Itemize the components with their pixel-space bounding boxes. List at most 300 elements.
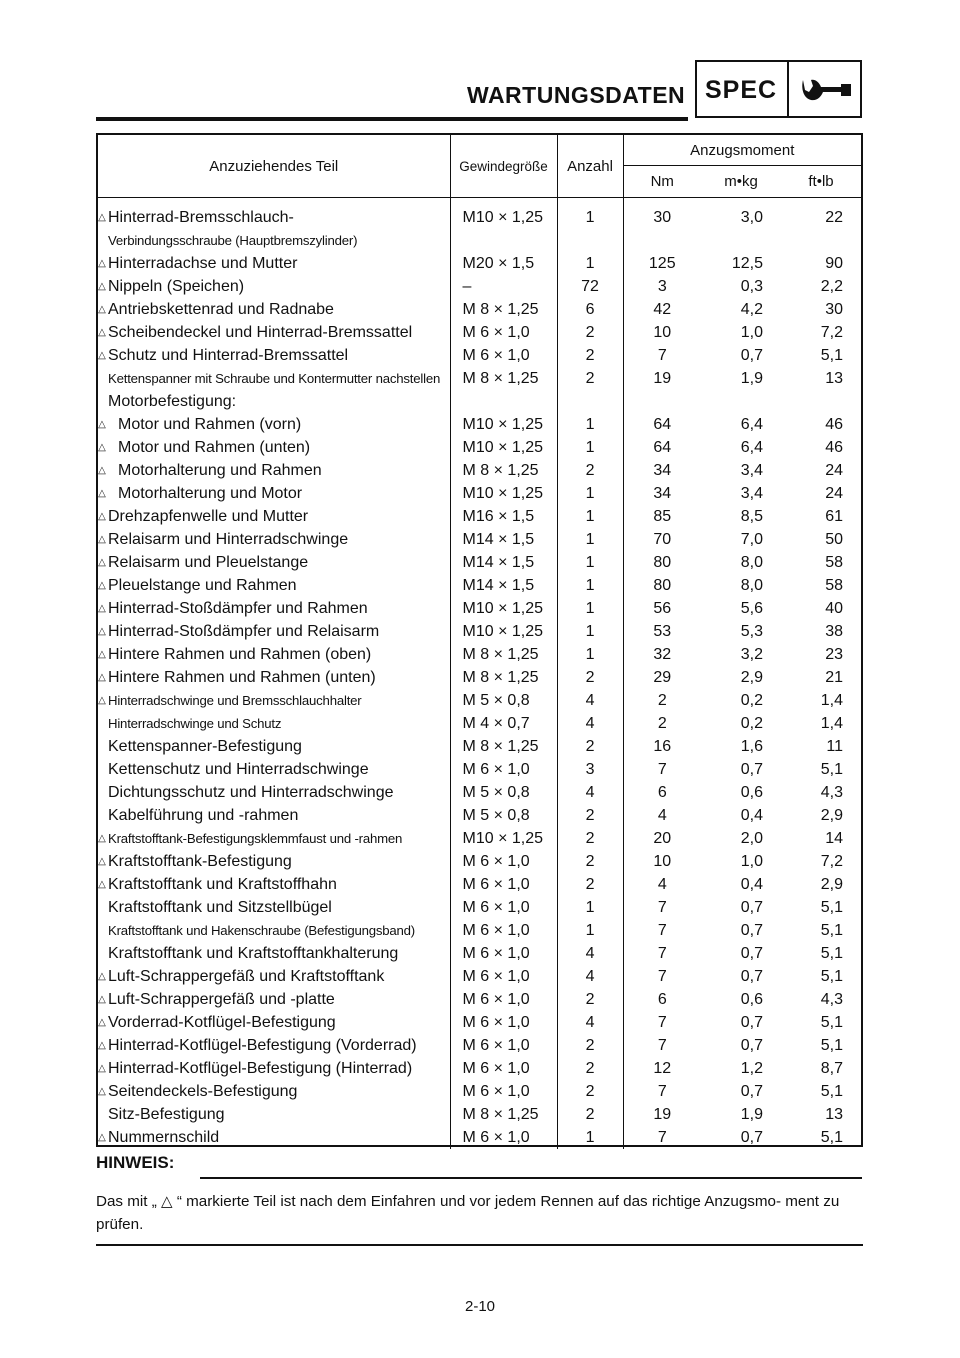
nm-cell: 2: [623, 712, 701, 735]
mkg-cell: 1,2: [740, 1059, 764, 1077]
part-cell: Relaisarm und Pleuelstange: [108, 553, 309, 571]
count-cell: 3: [557, 758, 623, 781]
table-row: [98, 1126, 861, 1149]
ftlb-cell: 5,1: [820, 921, 844, 939]
nm-cell: 2: [623, 689, 701, 712]
col-header-torque: Anzugsmoment: [623, 135, 861, 166]
mkg-cell: 0,7: [740, 1128, 764, 1146]
nm-cell: 80: [623, 574, 701, 597]
mkg-cell: 0,7: [740, 346, 764, 364]
table-row: [98, 1057, 861, 1080]
ftlb-cell: 1,4: [820, 691, 844, 709]
part-cell: Kettenspanner mit Schraube und Kontermutter nachstellen: [108, 371, 441, 386]
mkg-cell: 0,3: [740, 277, 764, 295]
mkg-cell: 0,7: [740, 1013, 764, 1031]
nm-cell: 7: [623, 942, 701, 965]
part-cell: Luft-Schrappergefäß und -platte: [108, 990, 335, 1008]
mkg-cell: 0,7: [740, 1082, 764, 1100]
nm-cell: 34: [623, 482, 701, 505]
part-cell: Hintere Rahmen und Rahmen (unten): [108, 668, 376, 686]
count-cell: 6: [557, 298, 623, 321]
count-cell: 1: [557, 198, 623, 230]
ftlb-cell: 50: [825, 530, 844, 548]
table-row: [98, 827, 861, 850]
check-mark-icon: △: [98, 327, 106, 338]
table-row: [98, 597, 861, 620]
check-mark-icon: △: [98, 879, 106, 890]
count-cell: 1: [557, 436, 623, 459]
wrench-icon: [797, 72, 857, 108]
thread-cell: M10 × 1,25: [450, 620, 557, 643]
check-mark-icon: [98, 896, 106, 919]
mkg-cell: 8,0: [740, 576, 764, 594]
thread-cell: –: [450, 275, 557, 298]
check-mark-icon: [98, 758, 106, 781]
part-cell: Kettenschutz und Hinterradschwinge: [108, 760, 369, 778]
thread-cell: M 4 × 0,7: [450, 712, 557, 735]
nm-cell: [623, 229, 701, 252]
check-mark-icon: △: [98, 465, 106, 476]
part-cell: Motor und Rahmen (unten): [118, 438, 311, 456]
check-mark-icon: [98, 781, 106, 804]
mkg-cell: 1,9: [740, 1105, 764, 1123]
table-row: [98, 1080, 861, 1103]
thread-cell: M 6 × 1,0: [450, 758, 557, 781]
part-cell: Vorderrad-Kotflügel-Befestigung: [108, 1013, 336, 1031]
ftlb-cell: 5,1: [820, 1082, 844, 1100]
thread-cell: M 6 × 1,0: [450, 942, 557, 965]
mkg-cell: 6,4: [740, 438, 764, 456]
table-row: [98, 988, 861, 1011]
ftlb-cell: 5,1: [820, 944, 844, 962]
thread-cell: M10 × 1,25: [450, 827, 557, 850]
mkg-cell: 12,5: [731, 254, 764, 272]
part-cell: Dichtungsschutz und Hinterradschwinge: [108, 783, 394, 801]
mkg-cell: 0,7: [740, 1036, 764, 1054]
nm-cell: 7: [623, 1034, 701, 1057]
nm-cell: 7: [623, 758, 701, 781]
nm-cell: 6: [623, 988, 701, 1011]
nm-cell: 53: [623, 620, 701, 643]
thread-cell: M10 × 1,25: [450, 436, 557, 459]
nm-cell: 10: [623, 321, 701, 344]
spec-badge-divider: [787, 62, 789, 116]
part-cell: Kabelführung und -rahmen: [108, 806, 299, 824]
torque-table: [96, 133, 863, 1147]
check-mark-icon: [98, 367, 106, 390]
thread-cell: M 6 × 1,0: [450, 1080, 557, 1103]
check-mark-icon: △: [98, 971, 106, 982]
mkg-cell: 5,3: [740, 622, 764, 640]
count-cell: 1: [557, 574, 623, 597]
table-row: [98, 781, 861, 804]
nm-cell: 30: [623, 198, 701, 230]
thread-cell: M 6 × 1,0: [450, 965, 557, 988]
mkg-cell: 0,2: [740, 691, 764, 709]
check-mark-icon: △: [98, 1040, 106, 1051]
spec-badge-label: SPEC: [705, 76, 778, 104]
ftlb-cell: 24: [825, 461, 844, 479]
count-cell: [557, 390, 623, 413]
mkg-cell: 0,7: [740, 921, 764, 939]
nm-cell: 7: [623, 965, 701, 988]
count-cell: 2: [557, 344, 623, 367]
mkg-cell: 3,2: [740, 645, 764, 663]
part-cell: Kraftstofftank-Befestigung: [108, 852, 292, 870]
thread-cell: M14 × 1,5: [450, 528, 557, 551]
nm-cell: 12: [623, 1057, 701, 1080]
table-row: [98, 712, 861, 735]
spec-badge: [695, 60, 862, 118]
check-mark-icon: △: [98, 419, 106, 430]
count-cell: 2: [557, 873, 623, 896]
thread-cell: M20 × 1,5: [450, 252, 557, 275]
ftlb-cell: 5,1: [820, 760, 844, 778]
mkg-cell: 8,5: [740, 507, 764, 525]
part-cell: Seitendeckels-Befestigung: [108, 1082, 298, 1100]
table-row: [98, 1011, 861, 1034]
table-row: [98, 689, 861, 712]
part-cell: Kraftstofftank-Befestigungsklemmfaust und -rahmen: [108, 831, 403, 846]
count-cell: 2: [557, 988, 623, 1011]
mkg-cell: 1,6: [740, 737, 764, 755]
nm-cell: 125: [623, 252, 701, 275]
thread-cell: M10 × 1,25: [450, 482, 557, 505]
thread-cell: M10 × 1,25: [450, 413, 557, 436]
thread-cell: M 6 × 1,0: [450, 1011, 557, 1034]
ftlb-cell: 11: [826, 737, 844, 755]
check-mark-icon: △: [98, 1063, 106, 1074]
nm-cell: 32: [623, 643, 701, 666]
mkg-cell: 4,2: [740, 300, 764, 318]
part-cell: Antriebskettenrad und Radnabe: [108, 300, 334, 318]
thread-cell: M14 × 1,5: [450, 551, 557, 574]
thread-cell: M10 × 1,25: [450, 198, 557, 230]
nm-cell: [623, 390, 701, 413]
check-mark-icon: [98, 1103, 106, 1126]
check-mark-icon: [98, 919, 106, 942]
thread-cell: [450, 229, 557, 252]
table-row: [98, 873, 861, 896]
check-mark-icon: [98, 804, 106, 827]
ftlb-cell: 7,2: [820, 323, 844, 341]
count-cell: 1: [557, 620, 623, 643]
nm-cell: 80: [623, 551, 701, 574]
thread-cell: M 8 × 1,25: [450, 367, 557, 390]
table-row: [98, 390, 861, 413]
ftlb-cell: 13: [825, 1105, 844, 1123]
mkg-cell: 0,7: [740, 967, 764, 985]
nm-cell: 20: [623, 827, 701, 850]
page-title: WARTUNGSDATEN: [467, 82, 686, 108]
thread-cell: M 6 × 1,0: [450, 1126, 557, 1149]
ftlb-cell: 5,1: [820, 1013, 844, 1031]
thread-cell: M 8 × 1,25: [450, 666, 557, 689]
table-row: [98, 643, 861, 666]
thread-cell: [450, 390, 557, 413]
col-header-thread: Gewindegröße: [450, 135, 557, 198]
thread-cell: M 6 × 1,0: [450, 1034, 557, 1057]
table-row: [98, 666, 861, 689]
thread-cell: M16 × 1,5: [450, 505, 557, 528]
mkg-cell: [701, 390, 781, 413]
ftlb-cell: [781, 390, 861, 413]
nm-cell: 6: [623, 781, 701, 804]
table-row: [98, 804, 861, 827]
nm-cell: 56: [623, 597, 701, 620]
nm-cell: 3: [623, 275, 701, 298]
nm-cell: 29: [623, 666, 701, 689]
table-row: [98, 1103, 861, 1126]
check-mark-icon: △: [98, 304, 106, 315]
check-mark-icon: △: [98, 1132, 106, 1143]
table-row: [98, 758, 861, 781]
ftlb-cell: 5,1: [820, 346, 844, 364]
table-row: [98, 620, 861, 643]
part-cell: Schutz und Hinterrad-Bremssattel: [108, 346, 349, 364]
check-mark-icon: △: [98, 1017, 106, 1028]
part-cell: Relaisarm und Hinterradschwinge: [108, 530, 349, 548]
nm-cell: 7: [623, 1126, 701, 1149]
nm-cell: 19: [623, 1103, 701, 1126]
note-rule: [200, 1177, 862, 1179]
thread-cell: M10 × 1,25: [450, 597, 557, 620]
mkg-cell: 3,4: [740, 461, 764, 479]
ftlb-cell: 38: [825, 622, 844, 640]
count-cell: 2: [557, 735, 623, 758]
ftlb-cell: 13: [825, 369, 844, 387]
mkg-cell: 1,9: [740, 369, 764, 387]
mkg-cell: 1,0: [740, 852, 764, 870]
check-mark-icon: △: [98, 580, 106, 591]
ftlb-cell: 1,4: [820, 714, 844, 732]
count-cell: 2: [557, 827, 623, 850]
count-cell: 4: [557, 689, 623, 712]
nm-cell: 7: [623, 344, 701, 367]
col-header-nm: Nm: [623, 166, 701, 198]
mkg-cell: 3,4: [740, 484, 764, 502]
table-row: [98, 252, 861, 275]
check-mark-icon: [98, 390, 106, 413]
part-cell: Kraftstofftank und Kraftstoffhahn: [108, 875, 337, 893]
ftlb-cell: 14: [825, 829, 844, 847]
mkg-cell: 5,6: [740, 599, 764, 617]
ftlb-cell: 5,1: [820, 1036, 844, 1054]
part-cell: Motorbefestigung:: [108, 392, 237, 410]
check-mark-icon: △: [98, 350, 106, 361]
nm-cell: 85: [623, 505, 701, 528]
table-row: [98, 344, 861, 367]
ftlb-cell: 90: [825, 254, 844, 272]
thread-cell: M 8 × 1,25: [450, 643, 557, 666]
bottom-rule: [96, 1244, 863, 1246]
count-cell: 4: [557, 781, 623, 804]
check-mark-icon: △: [98, 856, 106, 867]
check-mark-icon: △: [98, 1086, 106, 1097]
check-mark-icon: [98, 942, 106, 965]
part-cell: Nummernschild: [108, 1128, 220, 1146]
part-cell: Hinterrad-Kotflügel-Befestigung (Hinterrad): [108, 1059, 413, 1077]
ftlb-cell: 24: [825, 484, 844, 502]
nm-cell: 7: [623, 919, 701, 942]
ftlb-cell: 5,1: [820, 1128, 844, 1146]
check-mark-icon: △: [98, 281, 106, 292]
count-cell: 1: [557, 1126, 623, 1149]
mkg-cell: 0,2: [740, 714, 764, 732]
thread-cell: M 5 × 0,8: [450, 689, 557, 712]
count-cell: 4: [557, 965, 623, 988]
ftlb-cell: 46: [825, 438, 844, 456]
part-cell: Luft-Schrappergefäß und Kraftstofftank: [108, 967, 385, 985]
ftlb-cell: 23: [825, 645, 844, 663]
ftlb-cell: 8,7: [820, 1059, 844, 1077]
part-cell: Kettenspanner-Befestigung: [108, 737, 302, 755]
ftlb-cell: 30: [825, 300, 844, 318]
part-cell: Verbindungsschraube (Hauptbremszylinder): [108, 233, 358, 248]
ftlb-cell: 2,9: [820, 875, 844, 893]
thread-cell: M 6 × 1,0: [450, 873, 557, 896]
thread-cell: M 6 × 1,0: [450, 896, 557, 919]
nm-cell: 7: [623, 1080, 701, 1103]
ftlb-cell: 46: [825, 415, 844, 433]
check-mark-icon: △: [98, 442, 106, 453]
col-header-mkg: m•kg: [701, 166, 781, 198]
mkg-cell: 1,0: [740, 323, 764, 341]
thread-cell: M 5 × 0,8: [450, 804, 557, 827]
part-cell: Hinterrad-Stoßdämpfer und Relaisarm: [108, 622, 380, 640]
header-rule: [96, 117, 688, 121]
thread-cell: M 6 × 1,0: [450, 344, 557, 367]
ftlb-cell: 21: [825, 668, 844, 686]
check-mark-icon: △: [98, 258, 106, 269]
table-row: [98, 1034, 861, 1057]
nm-cell: 64: [623, 413, 701, 436]
ftlb-cell: 5,1: [820, 898, 844, 916]
part-cell: Kraftstofftank und Sitzstellbügel: [108, 898, 332, 916]
count-cell: 2: [557, 1080, 623, 1103]
count-cell: 1: [557, 551, 623, 574]
ftlb-cell: 40: [825, 599, 844, 617]
thread-cell: M 8 × 1,25: [450, 735, 557, 758]
ftlb-cell: 58: [825, 576, 844, 594]
thread-cell: M14 × 1,5: [450, 574, 557, 597]
count-cell: 2: [557, 459, 623, 482]
table-row: [98, 321, 861, 344]
part-cell: Motor und Rahmen (vorn): [118, 415, 302, 433]
count-cell: 4: [557, 712, 623, 735]
check-mark-icon: △: [98, 557, 106, 568]
nm-cell: 19: [623, 367, 701, 390]
count-cell: 2: [557, 666, 623, 689]
check-mark-icon: △: [98, 511, 106, 522]
ftlb-cell: 7,2: [820, 852, 844, 870]
table-row: [98, 505, 861, 528]
part-cell: Hinterrad-Bremsschlauch-: [108, 208, 294, 226]
part-cell: Hinterrad-Kotflügel-Befestigung (Vorderrad): [108, 1036, 417, 1054]
table-row: [98, 298, 861, 321]
thread-cell: M 6 × 1,0: [450, 321, 557, 344]
table-row: [98, 482, 861, 505]
part-cell: Nippeln (Speichen): [108, 277, 245, 295]
ftlb-cell: [781, 229, 861, 252]
thread-cell: M 6 × 1,0: [450, 988, 557, 1011]
table-row: [98, 367, 861, 390]
count-cell: 72: [557, 275, 623, 298]
mkg-cell: 0,4: [740, 806, 764, 824]
table-row: [98, 735, 861, 758]
count-cell: 4: [557, 942, 623, 965]
mkg-cell: 2,0: [740, 829, 764, 847]
count-cell: 1: [557, 643, 623, 666]
part-cell: Scheibendeckel und Hinterrad-Bremssattel: [108, 323, 413, 341]
check-mark-icon: [98, 735, 106, 758]
check-mark-icon: △: [98, 488, 106, 499]
table-row: [98, 436, 861, 459]
count-cell: 1: [557, 413, 623, 436]
part-cell: Hinterrad-Stoßdämpfer und Rahmen: [108, 599, 368, 617]
page-number: 2-10: [464, 1298, 496, 1315]
mkg-cell: 7,0: [740, 530, 764, 548]
count-cell: 2: [557, 850, 623, 873]
table-row: [98, 275, 861, 298]
mkg-cell: 0,4: [740, 875, 764, 893]
count-cell: 1: [557, 597, 623, 620]
table-row: [98, 459, 861, 482]
check-mark-icon: △: [98, 833, 106, 844]
table-row: [98, 413, 861, 436]
part-cell: Hinterradachse und Mutter: [108, 254, 298, 272]
check-mark-icon: △: [98, 534, 106, 545]
ftlb-cell: 61: [825, 507, 844, 525]
mkg-cell: 3,0: [740, 208, 764, 226]
ftlb-cell: 5,1: [820, 967, 844, 985]
count-cell: 1: [557, 252, 623, 275]
table-row: [98, 942, 861, 965]
table-row: [98, 528, 861, 551]
mkg-cell: 8,0: [740, 553, 764, 571]
part-cell: Sitz-Befestigung: [108, 1105, 225, 1123]
nm-cell: 4: [623, 804, 701, 827]
count-cell: 2: [557, 804, 623, 827]
col-header-count: Anzahl: [557, 135, 623, 198]
nm-cell: 4: [623, 873, 701, 896]
thread-cell: M 6 × 1,0: [450, 850, 557, 873]
col-header-part: Anzuziehendes Teil: [98, 135, 450, 198]
ftlb-cell: 2,2: [820, 277, 844, 295]
table-row: [98, 198, 861, 230]
ftlb-cell: 58: [825, 553, 844, 571]
count-cell: 1: [557, 896, 623, 919]
part-cell: Hinterradschwinge und Bremsschlauchhalter: [108, 693, 362, 708]
mkg-cell: [701, 229, 781, 252]
part-cell: Kraftstofftank und Hakenschraube (Befestigungsband): [108, 923, 415, 938]
nm-cell: 7: [623, 1011, 701, 1034]
count-cell: 1: [557, 505, 623, 528]
count-cell: [557, 229, 623, 252]
count-cell: 1: [557, 528, 623, 551]
count-cell: 2: [557, 1034, 623, 1057]
table-row: [98, 850, 861, 873]
check-mark-icon: △: [98, 672, 106, 683]
count-cell: 1: [557, 482, 623, 505]
thread-cell: M 8 × 1,25: [450, 459, 557, 482]
mkg-cell: 0,7: [740, 944, 764, 962]
part-cell: Drehzapfenwelle und Mutter: [108, 507, 309, 525]
count-cell: 2: [557, 321, 623, 344]
check-mark-icon: △: [98, 603, 106, 614]
count-cell: 2: [557, 1103, 623, 1126]
thread-cell: M 8 × 1,25: [450, 1103, 557, 1126]
